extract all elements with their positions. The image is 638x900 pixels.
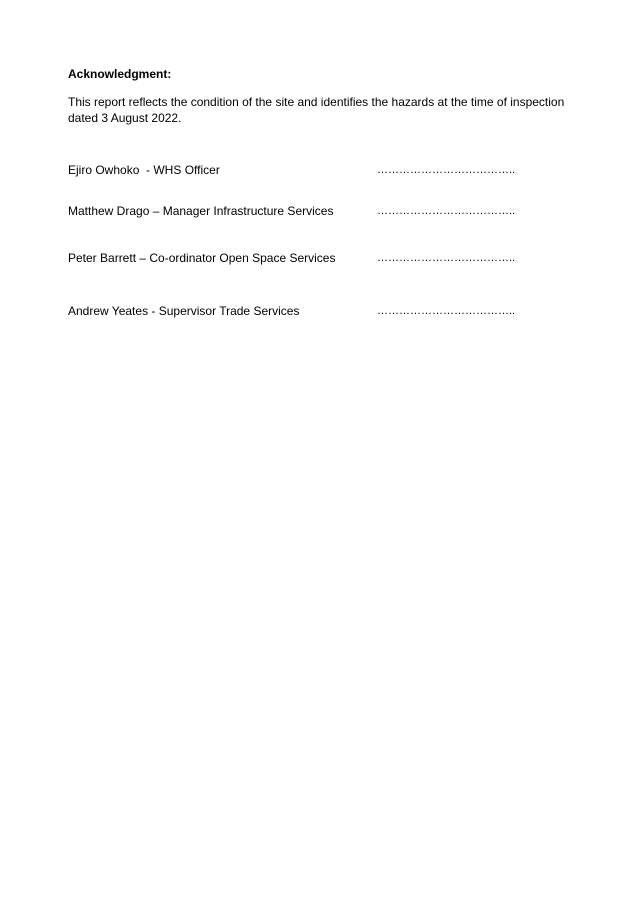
- signatory-name: Matthew Drago – Manager Infrastructure Services: [68, 204, 334, 218]
- acknowledgment-paragraph: This report reflects the condition of the site and identifies the hazards at the time of inspection dated 3 August 2022.: [68, 95, 565, 125]
- signature-line: ………………………………..: [377, 164, 516, 176]
- signature-row: [68, 203, 538, 219]
- signatory-name: Ejiro Owhoko - WHS Officer: [68, 163, 220, 177]
- signatory-name: Andrew Yeates - Supervisor Trade Services: [68, 304, 300, 318]
- signature-line: ………………………………..: [377, 205, 516, 217]
- signature-line: ………………………………..: [377, 305, 516, 317]
- signature-row: [68, 162, 538, 178]
- signature-line: ………………………………..: [377, 252, 516, 264]
- acknowledgment-heading: Acknowledgment:: [68, 67, 172, 81]
- signature-row: [68, 303, 538, 319]
- signature-row: [68, 250, 538, 266]
- signatory-name: Peter Barrett – Co-ordinator Open Space Services: [68, 251, 336, 265]
